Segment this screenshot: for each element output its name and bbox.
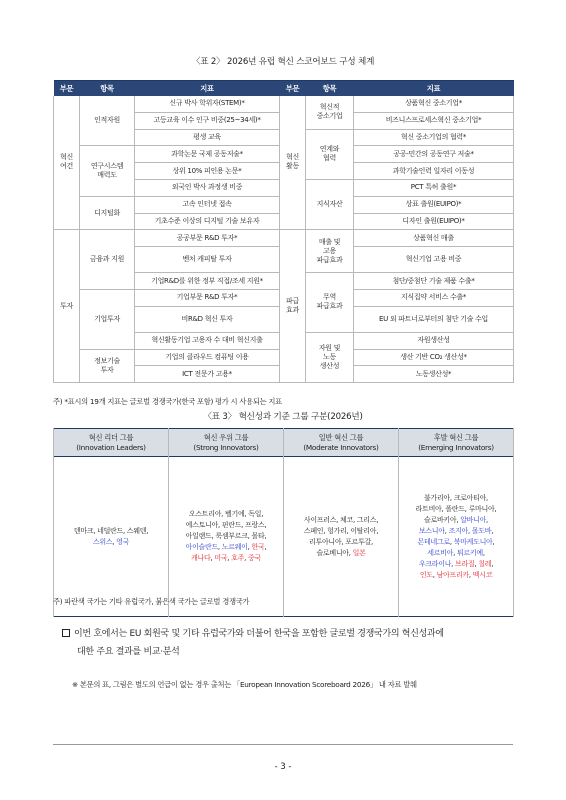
countries-leaders — [54, 457, 169, 617]
indicator-cell: 평생 교육 — [135, 129, 280, 146]
country-line — [170, 509, 282, 520]
header-item-right: 항목 — [306, 81, 354, 96]
country-name: 일본 — [352, 548, 366, 557]
item-cell: 자원 및 노동 생산성 — [306, 332, 354, 382]
indicator-cell: 혁신기업 고용 비중 — [354, 247, 514, 273]
countries-moderate — [284, 457, 399, 617]
group-header-en: (Innovation Leaders) — [76, 442, 146, 452]
area-cell: 혁신 여건 — [54, 96, 80, 230]
scoreboard-structure-table — [53, 80, 514, 383]
header-indicator: 지표 — [135, 81, 280, 96]
item-cell: 무역 파급효과 — [306, 273, 354, 333]
country-name: , — [227, 554, 232, 562]
country-name: 알바니아 — [460, 515, 487, 524]
country-line — [170, 531, 282, 542]
country-line — [170, 542, 282, 553]
country-name: 보스니아 — [418, 526, 445, 535]
indicator-cell: 외국인 박사 과정생 비중 — [135, 179, 280, 196]
table2-caption: 〈표 2〉 2026년 유럽 혁신 스코어보드 구성 체계 — [191, 57, 375, 67]
indicator-cell: 공공부문 R&D 투자* — [135, 230, 280, 247]
area-cell: 파급 효과 — [280, 230, 306, 383]
indicator-cell: 지식집약 서비스 수출* — [354, 289, 514, 306]
group-header-emerging — [399, 429, 514, 457]
country-name: , — [491, 559, 494, 568]
country-line — [170, 520, 282, 531]
item-cell: 디지털화 — [80, 196, 135, 230]
country-name: 한국 — [251, 543, 265, 551]
country-name: , — [486, 515, 488, 524]
country-name: 스위스 — [92, 537, 113, 546]
indicator-cell: 상품혁신 매출 — [354, 230, 514, 247]
table-row — [54, 230, 514, 247]
country-name: 호주 — [231, 554, 245, 562]
country-name: 스페인, 헝가리, 이탈리아, — [303, 526, 379, 535]
indicator-cell: 기업부문 R&D 투자* — [135, 289, 280, 306]
item-cell: 혁신적 중소기업 — [306, 96, 354, 130]
indicator-cell: 상품혁신 중소기업* — [354, 96, 514, 113]
country-name: 슬로바키아, — [424, 515, 461, 524]
indicator-cell: 고속 인터넷 접속 — [135, 196, 280, 213]
country-name: 몬테네그로 — [417, 537, 450, 546]
country-name: , — [210, 554, 215, 562]
country-name: 영국 — [116, 537, 130, 546]
country-name: 조지아 — [448, 526, 468, 535]
country-name: , — [451, 559, 456, 568]
header-indicator-right: 지표 — [354, 81, 514, 96]
indicator-cell: 디자인 출원(EUIPO)* — [354, 213, 514, 230]
item-cell: 금융과 지원 — [80, 230, 135, 290]
country-line — [285, 515, 397, 526]
country-name: 라트비아, 폴란드, 루마니아, — [415, 504, 497, 513]
country-name: 북마케도니아 — [453, 537, 493, 546]
item-cell: 정보기술 투자 — [80, 349, 135, 383]
indicator-cell: 상표 출원(EUIPO)* — [354, 196, 514, 213]
indicator-cell: 과학기술인력 일자리 이동성 — [354, 163, 514, 180]
area-cell: 혁신 활동 — [280, 96, 306, 230]
indicator-cell: 혁신 중소기업의 협력* — [354, 129, 514, 146]
country-line — [400, 526, 512, 537]
country-name: 아일랜드, 룩셈부르크, 몰타, — [185, 532, 267, 540]
indicator-cell: 노동생산성* — [354, 366, 514, 383]
country-name: 칠레 — [478, 559, 492, 568]
country-line — [400, 493, 512, 504]
indicator-cell: EU 외 파트너로부터의 첨단 기술 수입 — [354, 306, 514, 332]
country-name: , — [247, 543, 252, 551]
countries-emerging — [399, 457, 514, 617]
indicator-cell: 기초수준 이상의 디지털 기술 보유자 — [135, 213, 280, 230]
indicator-cell: 고등교육 이수 인구 비중(25~34세)* — [135, 112, 280, 129]
source-note: ※ 본문의 표, 그림은 별도의 언급이 없는 경우 출처는 「European Innovation Scoreboard 2026」 내 자료 발췌 — [72, 680, 417, 689]
country-name: 덴마크, 네덜란드, 스웨덴, — [73, 526, 149, 535]
table2-note: 주) *표시의 19개 지표는 글로벌 경쟁국가(한국 포함) 평가 시 사용되는 지표 — [53, 397, 282, 406]
country-name: 세르비아 — [427, 548, 454, 557]
item-cell: 매출 및 고용 파급효과 — [306, 230, 354, 273]
table-row — [54, 96, 514, 113]
countries-strong — [169, 457, 284, 617]
header-area: 부문 — [54, 81, 80, 96]
square-bullet-icon — [62, 629, 70, 637]
indicator-cell: 기업의 클라우드 컴퓨팅 이용 — [135, 349, 280, 366]
group-header-ko: 혁신 리더 그룹 — [88, 432, 134, 442]
indicator-cell: 공공-민간의 공동연구 저술* — [354, 146, 514, 163]
country-name: , — [432, 570, 437, 579]
indicator-cell: 비즈니스프로세스혁신 중소기업* — [354, 112, 514, 129]
table3-caption: 〈표 3〉 혁신성과 기준 그룹 구분(2026년) — [203, 412, 363, 422]
country-name: 미국 — [214, 554, 228, 562]
country-line — [400, 537, 512, 548]
indicator-cell: 혁신활동기업 고용자 수 대비 혁신지출 — [135, 332, 280, 349]
country-name: 노르웨이 — [221, 543, 248, 551]
country-name: 브라질 — [455, 559, 475, 568]
country-name: , — [244, 554, 248, 562]
country-line — [55, 526, 167, 537]
country-name: , — [449, 537, 454, 546]
table-row — [54, 457, 514, 617]
innovation-group-table — [53, 428, 514, 617]
country-name: 아이슬란드 — [185, 543, 218, 551]
country-name: 우크라이나 — [418, 559, 452, 568]
item-cell: 인적자원 — [80, 96, 135, 146]
country-name: 인도 — [419, 570, 433, 579]
country-name: 사이프러스, 체코, 그리스, — [303, 515, 379, 524]
country-name: , — [217, 543, 222, 551]
country-line — [285, 548, 397, 559]
country-name: 캐나다 — [191, 554, 211, 562]
country-name: 튀르키예 — [456, 548, 483, 557]
table3-header-row — [54, 429, 514, 457]
group-header-strong — [169, 429, 284, 457]
country-name: 슬로베니아, — [316, 548, 353, 557]
indicator-cell: 자원생산성 — [354, 332, 514, 349]
country-line — [400, 559, 512, 570]
indicator-cell: 생산 기반 CO₂ 생산성* — [354, 349, 514, 366]
country-name: 불가리아, 크로아티아, — [424, 493, 488, 502]
summary-paragraph — [62, 625, 522, 661]
table2-header-row — [54, 81, 514, 96]
country-name: , — [482, 548, 485, 557]
country-line — [400, 504, 512, 515]
country-name: , — [453, 548, 457, 557]
indicator-cell: 기업R&D를 위한 정부 직접/조세 지원* — [135, 273, 280, 290]
indicator-cell: 첨단/중첨단 기술 제품 수출* — [354, 273, 514, 290]
paragraph-line: 이번 호에서는 EU 회원국 및 기타 유럽국가와 더불어 한국을 포함한 글로벌 경쟁국가의 혁신성과에 — [74, 629, 444, 639]
country-name: , — [492, 537, 495, 546]
header-area-right: 부문 — [280, 81, 306, 96]
country-name: , — [264, 543, 267, 551]
group-header-moderate — [284, 429, 399, 457]
header-item: 항목 — [80, 81, 135, 96]
country-name: 몰도바 — [471, 526, 492, 535]
group-header-en: (Emerging Innovators) — [418, 442, 494, 452]
country-name: , — [468, 570, 473, 579]
group-header-ko: 혁신 우위 그룹 — [203, 432, 249, 442]
country-line — [285, 537, 397, 548]
country-name: 에스토니아, 핀란드, 프랑스, — [185, 521, 267, 529]
country-line — [400, 548, 512, 559]
country-name: , — [491, 526, 494, 535]
indicator-cell: 신규 박사 학위자(STEM)* — [135, 96, 280, 113]
indicator-cell: PCT 특허 출원* — [354, 179, 514, 196]
country-line — [400, 515, 512, 526]
country-line — [285, 526, 397, 537]
group-header-ko: 후발 혁신 그룹 — [433, 432, 479, 442]
item-cell: 연구시스템 매력도 — [80, 146, 135, 196]
group-header-leaders — [54, 429, 169, 457]
country-name: , — [474, 559, 479, 568]
country-line — [400, 570, 512, 581]
country-name: , — [444, 526, 449, 535]
footer-divider — [53, 744, 513, 745]
item-cell: 연계와 협력 — [306, 129, 354, 179]
country-name: 멕시코 — [472, 570, 493, 579]
item-cell: 기업투자 — [80, 289, 135, 349]
country-name: 남아프리카 — [436, 570, 469, 579]
country-name: , — [467, 526, 472, 535]
area-cell: 투자 — [54, 230, 80, 383]
country-name: 리투아니아, 포르투갈, — [309, 537, 373, 546]
country-name: 중국 — [247, 554, 261, 562]
table3-note: 주) 파란색 국가는 기타 유럽국가, 붉은색 국가는 글로벌 경쟁국가 — [53, 597, 250, 606]
paragraph-line: 대한 주요 결과를 비교·분석 — [77, 647, 180, 657]
country-name: 오스트리아, 벨기에, 독일, — [188, 510, 264, 518]
indicator-cell: 과학논문 국제 공동저술* — [135, 146, 280, 163]
country-line — [55, 537, 167, 548]
country-line — [170, 553, 282, 564]
indicator-cell: ICT 전문가 고용* — [135, 366, 280, 383]
item-cell: 지식자산 — [306, 179, 354, 229]
indicator-cell: 비R&D 혁신 투자 — [135, 306, 280, 332]
page-number: - 3 - — [274, 761, 292, 771]
group-header-ko: 일반 혁신 그룹 — [318, 432, 364, 442]
group-header-en: (Strong Innovators) — [193, 442, 259, 452]
group-header-en: (Moderate Innovators) — [303, 442, 379, 452]
country-name: , — [112, 537, 117, 546]
indicator-cell: 벤처 캐피탈 투자 — [135, 247, 280, 273]
indicator-cell: 상위 10% 피인용 논문* — [135, 163, 280, 180]
